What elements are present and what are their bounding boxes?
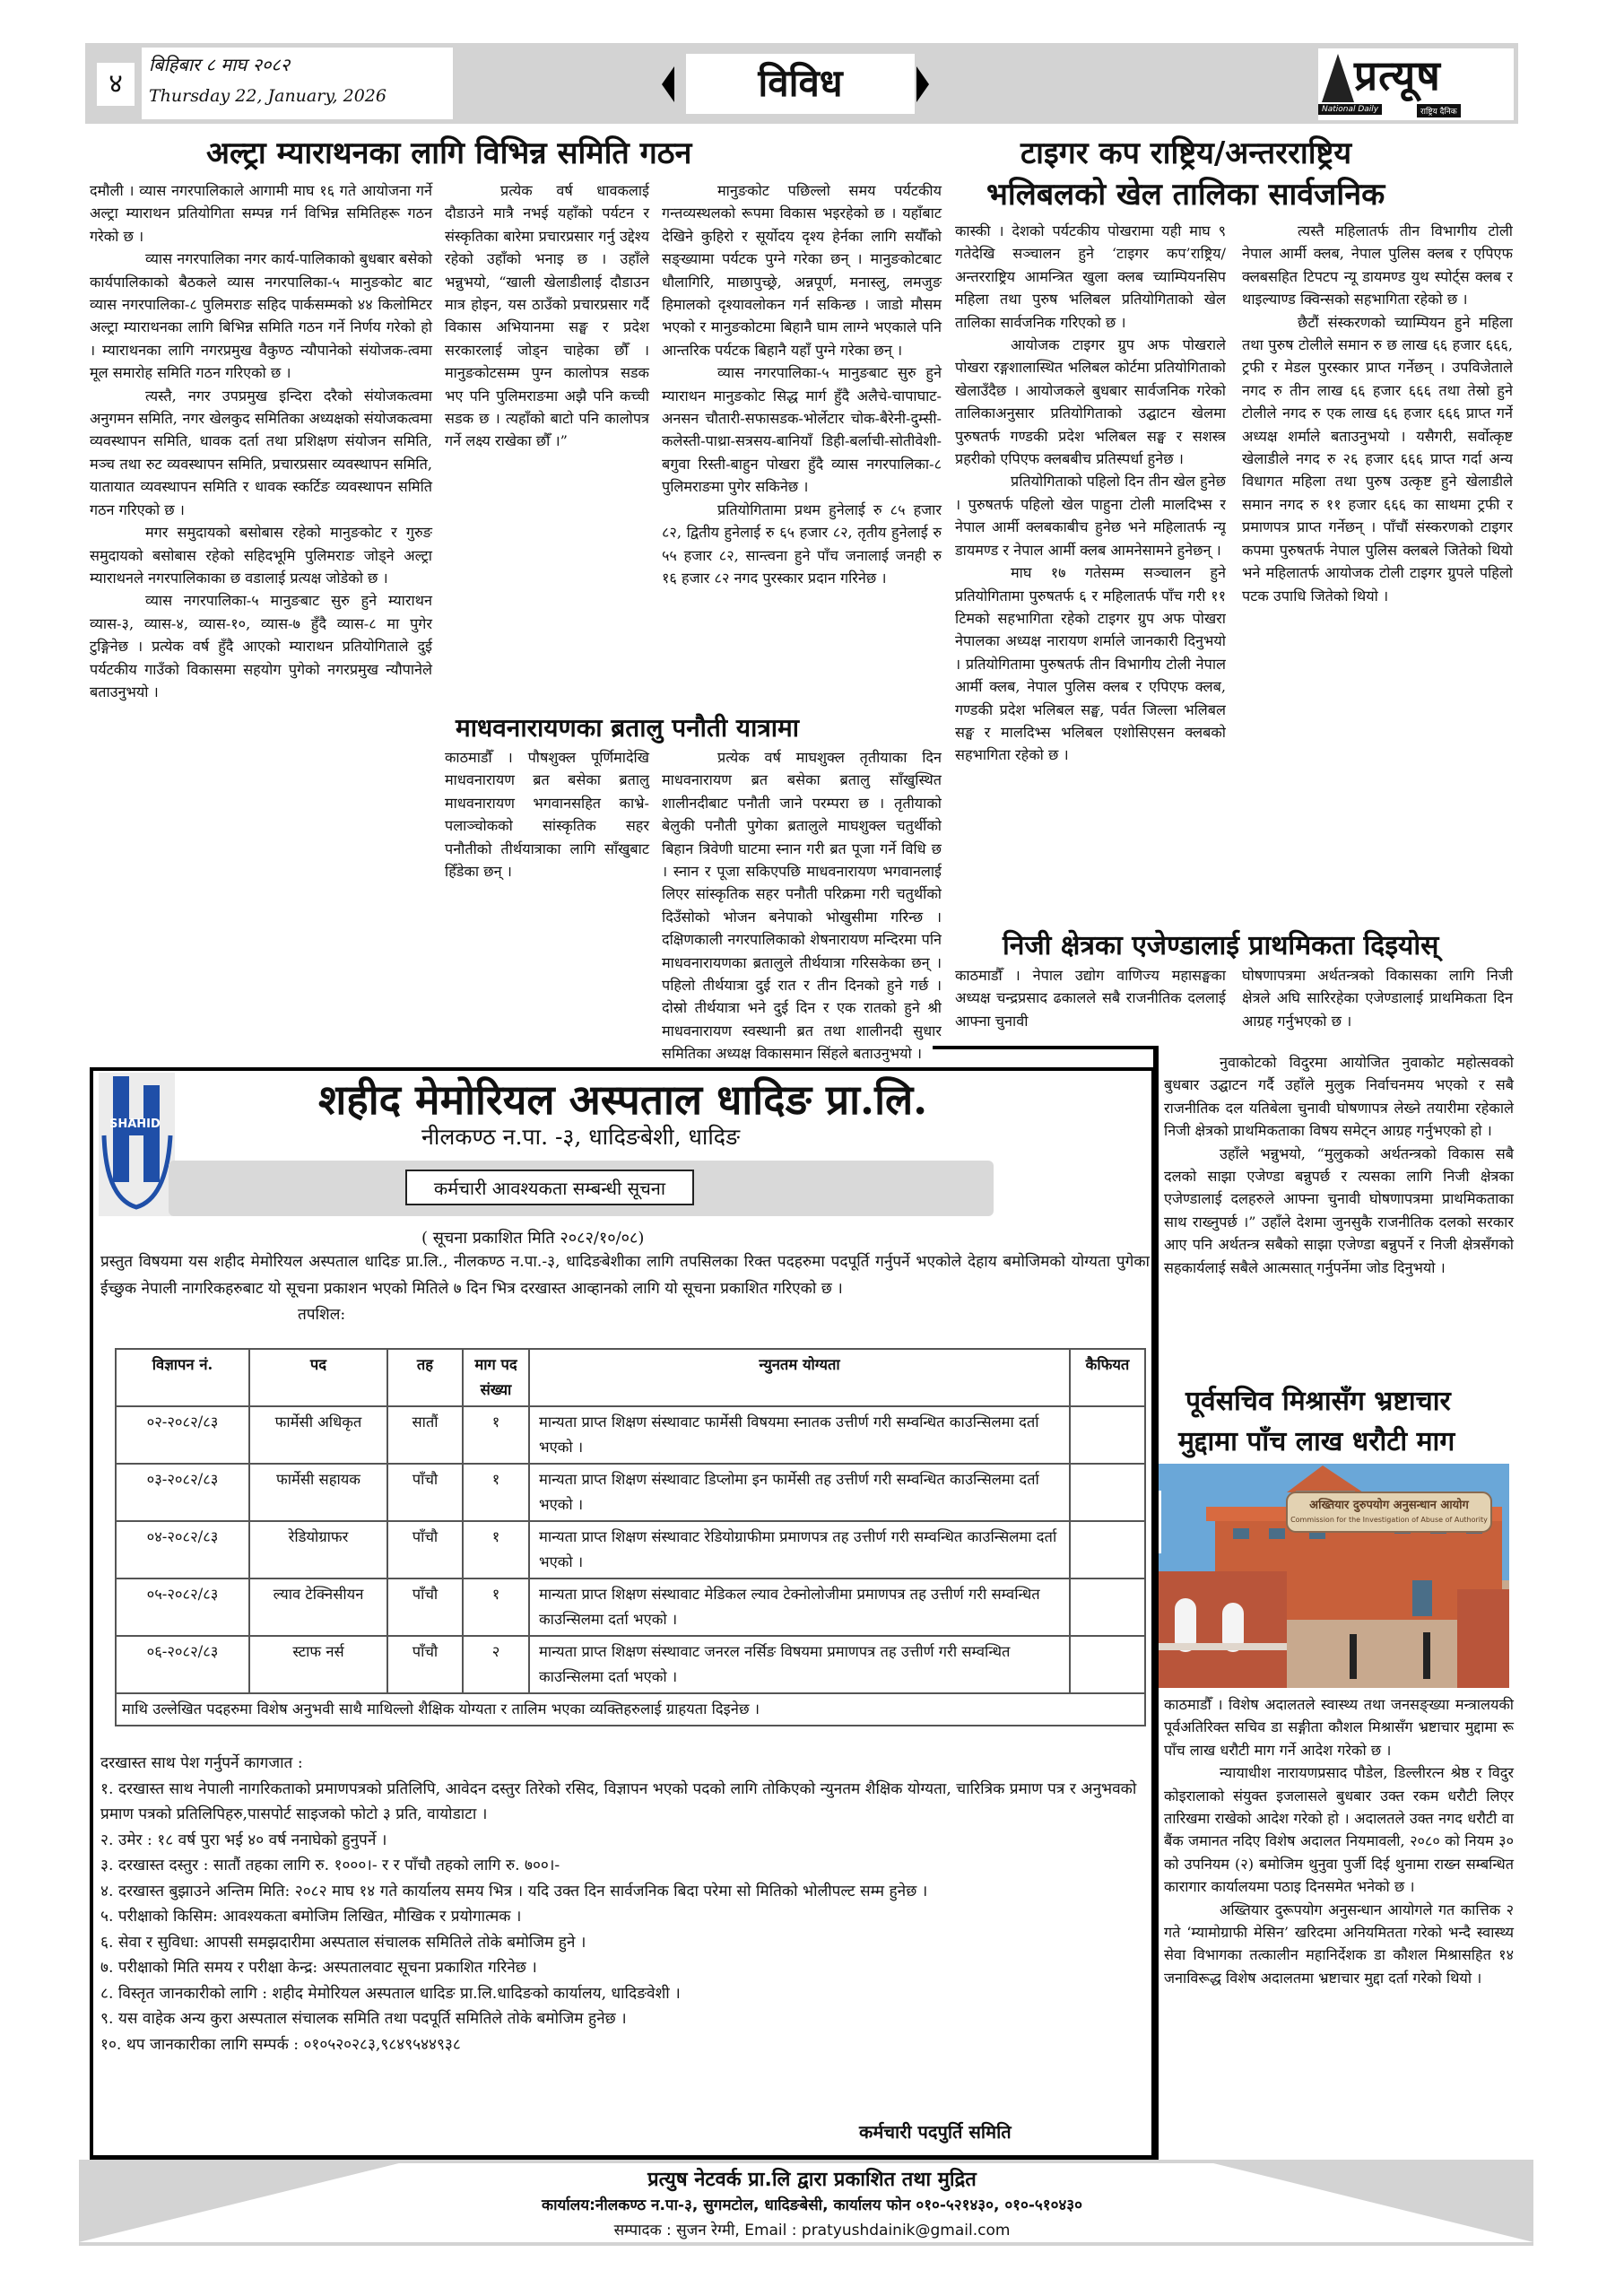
document-item: ५. परीक्षाको किसिम: आवश्यकता बमोजिम लिखित, मौखिक र प्रयोगात्मक ।: [100, 1908, 522, 1926]
hospital-name: शहीद मेमोरियल अस्पताल धादिङ प्रा.लि.: [318, 1075, 928, 1124]
paragraph: कास्की । देशको पर्यटकीय पोखरामा यही माघ ९ गतेदेखि सञ्चालन हुने ‘टाइगर कप’राष्ट्रिय/अन्तरराष्ट्रिय आमन्त्रित खुला क्लब च्याम्पियनसिप महिला तथा पुरुष भलिबल प्रतियोगिताको खेल तालिका सार्वजनिक गरिएको छ ।: [955, 222, 1226, 331]
headline-tiger-cup-line1: टाइगर कप राष्ट्रिय/अन्तरराष्ट्रिय: [1020, 135, 1352, 171]
hospital-logo-text: SHAHID: [109, 1118, 161, 1131]
table-row: [116, 1464, 1145, 1521]
post-level: सातौं: [387, 1406, 463, 1464]
paragraph: मानुङकोट पछिल्लो समय पर्यटकीय गन्तव्यस्थलको रूपमा विकास भइरहेको छ । यहाँबाट देखिने कुहिरो र सूर्योदय दृश्य हेर्नका लागि सयौँको सङ्ख्यामा पर्यटक पुग्ने गरेका छन् । मानुङकोटबाट धौलागिरि, माछापुच्छ्रे, अन्नपूर्ण, मनास्लु, लमजुङ हिमालको दृश्यावलोकन गर्न सकिन्छ । जाडो मौसम भएको र मानुङकोटमा बिहानै घाम लाग्ने भएकाले पनि आन्तरिक पर्यटक बिहानै यहाँ पुग्ने गरेका छन् ।: [662, 182, 942, 359]
qualification: मान्यता प्राप्त शिक्षण संस्थावाट फार्मेसी विषयमा स्नातक उत्तीर्ण गरी सम्वन्धित काउन्सिलमा दर्ता भएको ।: [529, 1406, 1070, 1464]
col-header: पद: [249, 1349, 387, 1406]
post-level: पाँचौ: [387, 1464, 463, 1521]
marathon-col-1: [90, 179, 432, 703]
headline-mishra-line2: मुद्दामा पाँच लाख धरौटी माग: [1178, 1426, 1455, 1457]
logo-subtitle-en: National Daily: [1318, 104, 1382, 115]
ad-number: ०३-२०८२/८३: [116, 1464, 249, 1521]
photo-caption: अख्तियार दुरुपयोग अनुसन्धान आयोग: [1309, 1499, 1469, 1512]
post-name: रेडियोग्राफर: [249, 1521, 387, 1578]
paragraph: व्यास नगरपालिका नगर कार्य-पालिकाको बुधबार बसेको कार्यपालिकाको बैठकले व्यास नगरपालिका-५ मानुङकोट बाट व्यास नगरपालिका-८ पुलिमराङ सहिद पार्कसम्मको ४४ किलोमिटर अल्ट्रा म्याराथनका लागि बिभिन्न समिति गठन गर्ने निर्णय गरेको हो । म्याराथनका लागि नगरप्रमुख वैकुण्ठ न्यौपानेको संयोजक-त्वमा मूल समारोह समिति गठन गरिएको छ ।: [90, 250, 432, 382]
notice-subject: कर्मचारी आवश्यकता सम्बन्धी सूचना: [405, 1170, 694, 1205]
arrow-left-icon: [662, 66, 674, 102]
photo-caption-en: Commission for the Investigation of Abuse of Authority: [1290, 1516, 1488, 1524]
paragraph: आयोजक टाइगर ग्रुप अफ पोखराले पोखरा रङ्गशालास्थित भलिबल कोर्टमा प्रतियोगिताको खेलाउँदैछ । आयोजकले बुधबार सार्वजनिक गरेको तालिकाअनुसार प्रतियोगिताको उद्घाटन खेलमा पुरुषतर्फ गण्डकी प्रदेश भलिबल सङ्घ र सशस्त्र प्रहरीको एपिएफ क्लबबीच प्रतिस्पर्धा हुनेछ ।: [955, 336, 1226, 468]
post-count: १: [463, 1464, 529, 1521]
logo-name: प्रत्यूष: [1354, 51, 1441, 100]
paragraph: नुवाकोटको विदुरमा आयोजित नुवाकोट महोत्सवको बुधबार उद्घाटन गर्दै उहाँले मुलुक निर्वाचनमय भएको र सबै राजनीतिक दल यतिबेला चुनावी घोषणापत्र लेख्ने तयारीमा रहेकाले निजी क्षेत्रको प्राथमिकताका विषय समेट्न आग्रह गर्नुभएको हो ।: [1164, 1054, 1514, 1140]
paragraph: छैटौं संस्करणको च्याम्पियन हुने महिला तथा पुरुष टोलीले समान रु छ लाख ६६ हजार ६६६, ट्रफी र मेडल पुरस्कार प्राप्त गर्नेछन् । उपविजेताले नगद रु तीन लाख ६६ हजार ६६६ तथा तेस्रो हुने टोलीले नगद रु एक लाख ६६ हजार ६६६ प्राप्त गर्ने अध्यक्ष शर्माले बताउनुभयो । यसैगरी, सर्वोत्कृष्ट खेलाडीले नगद रु २६ हजार ६६६ प्राप्त गर्दा अन्य विधागत महिला तथा पुरुष उत्कृष्ट हुने खेलाडीले समान नगद रु ११ हजार ६६६ का साथमा ट्रफी र प्रमाणपत्र प्राप्त गर्नेछन् । पाँचौं संस्करणको टाइगर कपमा पुरुषतर्फ नेपाल पुलिस क्लबले जितेको थियो भने महिलातर्फ आयोजक टोली टाइगर ग्रुपले पहिलो पटक उपाधि जितेको थियो ।: [1242, 313, 1513, 604]
col-header: विज्ञापन नं.: [116, 1349, 249, 1406]
post-level: पाँचौ: [387, 1636, 463, 1693]
marathon-col-3: [662, 179, 942, 589]
arrow-right-icon: [916, 66, 929, 102]
documents-heading: दरखास्त साथ पेश गर्नुपर्ने कागजात :: [100, 1754, 303, 1772]
mountain-icon: [1322, 54, 1354, 102]
paragraph: दमौली । व्यास नगरपालिकाले आगामी माघ १६ गते आयोजना गर्ने अल्ट्रा म्याराथन प्रतियोगिता सम्पन्न गर्न विभिन्न समितिहरू गठन गरेको छ ।: [90, 182, 432, 245]
post-count: १: [463, 1521, 529, 1578]
qualification: मान्यता प्राप्त शिक्षण संस्थावाट डिप्लोमा इन फार्मेसी तह उत्तीर्ण गरी सम्वन्धित काउन्सिलमा दर्ता भएको ।: [529, 1464, 1070, 1521]
paragraph: उहाँले भन्नुभयो, “मुलुकको अर्थतन्त्रको विकास सबै दलको साझा एजेण्डा बन्नुपर्छ र त्यसका लागि निजी क्षेत्रका एजेण्डालाई दलहरुले आफ्ना चुनावी घोषणापत्रमा प्राथमिकताका साथ राख्नुपर्छ ।” उहाँले देशमा जुनसुकै राजनीतिक दलको सरकार आए पनि अर्थतन्त्र सबैको साझा एजेण्डा बन्नुपर्ने र निजी क्षेत्रसँगको सहकार्यलाई सबैले आत्मसात् गर्नुपर्नेमा जोड दिनुभयो ।: [1164, 1144, 1514, 1276]
private-col-3: [1164, 1051, 1514, 1279]
date-nepali: बिहिबार ८ माघ २०८२: [149, 54, 291, 75]
notice-published-date: ( सूचना प्रकाशित मिति २०८२/१०/०८): [421, 1229, 645, 1248]
post-name: फार्मेसी अधिकृत: [249, 1406, 387, 1464]
paragraph: माघ १७ गतेसम्म सञ्चालन हुने प्रतियोगितामा पुरुषतर्फ ६ र महिलातर्फ पाँच गरी ११ टिमको सहभागिता रहेको टाइगर ग्रुप अफ पोखरा नेपालका अध्यक्ष नारायण शर्माले जानकारी दिनुभयो । प्रतियोगितामा पुरुषतर्फ तीन विभागीय टोली नेपाल आर्मी क्लब, नेपाल पुलिस क्लब र एपिएफ क्लब, गण्डकी प्रदेश भलिबल सङ्घ, पर्वत जिल्ला भलिबल सङ्घ र मालदिभ्स भलिबल एशोसिएसन क्लबको सहभागिता रहेको छ ।: [955, 564, 1226, 764]
post-name: स्टाफ नर्स: [249, 1636, 387, 1693]
headline-marathon: अल्ट्रा म्याराथनका लागि विभिन्न समिति गठन: [206, 135, 692, 171]
document-item: ९. यस वाहेक अन्य कुरा अस्पताल संचालक समिति तथा पदपूर्ति समितिले तोके बमोजिम हुनेछ ।: [100, 2010, 627, 2028]
section-title: विविध: [686, 54, 915, 114]
headline-mishra-line1: पूर्वसचिव मिश्रासँग भ्रष्टाचार: [1185, 1386, 1451, 1417]
table-row: [116, 1578, 1145, 1636]
table-row: [116, 1406, 1145, 1464]
footer-publisher: प्रत्युष नेटवर्क प्रा.लि द्वारा प्रकाशित तथा मुद्रित: [647, 2169, 977, 2191]
ad-signature: कर्मचारी पदपुर्ति समिति: [859, 2121, 1012, 2143]
table-footnote: माथि उल्लेखित पदहरुमा विशेष अनुभवी साथै माथिल्लो शैक्षिक योग्यता र तालिम भएका व्यक्तिहरुलाई ग्राहयता दिइनेछ ।: [116, 1693, 1145, 1726]
paragraph: काठमाडौँ । पौषशुक्ल पूर्णिमादेखि माधवनारायण ब्रत बसेका ब्रतालु माधवनारायण भगवानसहित काभ्रे-पलाञ्चोकको सांस्कृतिक सहर पनौतीको तीर्थयात्राका लागि साँखुबाट हिँडेका छन् ।: [445, 749, 649, 881]
headline-private-sector: निजी क्षेत्रका एजेण्डालाई प्राथमिकता दिइयोस्: [1003, 930, 1439, 961]
post-level: पाँचौ: [387, 1578, 463, 1636]
marathon-col-2: [445, 179, 649, 453]
document-item: २. उमेर : १८ वर्ष पुरा भई ४० वर्ष ननाघेको हुनुपर्ने ।: [100, 1831, 387, 1849]
paragraph: न्यायाधीश नारायणप्रसाद पौडेल, डिल्लीरत्न श्रेष्ठ र विदुर कोइरालाको संयुक्त इजलासले बुधबार उक्त रकम धरौटी लिएर तारिखमा राखेको आदेश गरेको हो । अदालतले उक्त नगद धरौटी वा बैंक जमानत नदिए विशेष अदालत नियमावली, २०८० को नियम ३० को उपनियम (२) बमोजिम थुनुवा पुर्जी दिई थुनामा राख्न सम्बन्धित कारागार कार्यालयमा पठाइ दिनसमेत भनेको छ ।: [1164, 1764, 1514, 1896]
private-col-1: काठमाडौँ । नेपाल उद्योग वाणिज्य महासङ्घका अध्यक्ष चन्द्रप्रसाद ढकालले सबै राजनीतिक दललाई आफ्ना चुनावी: [955, 967, 1226, 1030]
vacancy-table: [115, 1348, 1146, 1726]
post-count: २: [463, 1636, 529, 1693]
document-item: १०. थप जानकारीका लागि सम्पर्क : ०१०५२०२८३,९८४९५४४९३८: [100, 2035, 461, 2054]
ad-number: ०४-२०८२/८३: [116, 1521, 249, 1578]
hospital-logo: [99, 1073, 175, 1216]
hospital-address: नीलकण्ठ न.पा. -३, धादिङबेशी, धादिङ: [421, 1124, 740, 1150]
ad-number: ०२-२०८२/८३: [116, 1406, 249, 1464]
document-item: ४. दरखास्त बुझाउने अन्तिम मिति: २०८२ माघ १४ गते कार्यालय समय भित्र । यदि उक्त दिन सार्वजनिक बिदा परेमा सो मितिको भोलीपल्ट सम्म हुनेछ ।: [100, 1882, 928, 1900]
notice-intro: प्रस्तुत विषयमा यस शहीद मेमोरियल अस्पताल धादिङ प्रा.लि., नीलकण्ठ न.पा.-३, धादिङबेशीका लागि तपसिलका रिक्त पदहरुमा पदपूर्ति गर्नुपर्ने भएकोले देहाय बमोजिमको योग्यता पुगेका ईच्छुक नेपाली नागरिकहरुबाट यो सूचना प्रकाशन भएको मितिले ७ दिन भित्र दरखास्त आव्हानको लागि यो सूचना प्रकाशित गरिएको छ ।: [100, 1253, 1150, 1298]
qualification: मान्यता प्राप्त शिक्षण संस्थावाट रेडियोग्राफीमा प्रमाणपत्र तह उत्तीर्ण गरी सम्वन्धित काउन्सिलमा दर्ता भएको ।: [529, 1521, 1070, 1578]
table-row: [116, 1521, 1145, 1578]
document-item: ३. दरखास्त दस्तुर : सातौं तहका लागि रु. १०००।- र र पाँचौ तहको लागि रु. ७००।-: [100, 1857, 560, 1874]
document-item: ७. परीक्षाको मिति समय र परीक्षा केन्द्र: अस्पतालवाट सूचना प्रकाशित गरिनेछ ।: [100, 1959, 537, 1977]
remarks: [1070, 1406, 1145, 1464]
tiger-col-1: [955, 220, 1226, 928]
remarks: [1070, 1578, 1145, 1636]
paragraph: त्यस्तै, नगर उपप्रमुख इन्दिरा दरैको संयोजकत्वमा अनुगमन समिति, नगर खेलकुद समितिका अध्यक्षको संयोजकत्वमा व्यवस्थापन समिति, धावक दर्ता तथा प्रशिक्षण संयोजन समिति, मञ्च तथा रुट व्यवस्थापन समिति, प्रचारप्रसार व्यवस्थापन समिति, यातायात व्यवस्थापन समिति र धावक स्कर्टिङ व्यवस्थापन समिति गठन गरिएको छ ।: [90, 387, 432, 518]
post-count: १: [463, 1578, 529, 1636]
document-item: १. दरखास्त साथ नेपाली नागरिकताको प्रमाणपत्रको प्रतिलिपि, आवेदन दस्तुर तिरेको रसिद, विज्ञापन भएको पदको लागि तोकिएको न्युनतम शैक्षिक योग्यता, चारित्रिक प्रमाण पत्र र अनुभवको प्रमाण पत्रको प्रतिलिपिहरु,पासपोर्ट साइजको फोटो ३ प्रति, वायोडाटा ।: [100, 1779, 1137, 1823]
required-documents: [100, 1751, 1150, 2057]
page-number: ४: [97, 63, 135, 106]
col-header: माग पद संख्या: [463, 1349, 529, 1406]
paragraph: प्रत्येक वर्ष माघशुक्ल तृतीयाका दिन माधवनारायण ब्रत बसेका ब्रतालु साँखुस्थित शालीनदीबाट पनौती जाने परम्परा छ । तृतीयाको बेलुकी पनौती पुगेका ब्रतालुले माघशुक्ल चतुर्थीको बिहान त्रिवेणी घाटमा स्नान गरी ब्रत पूजा गर्ने विधि छ । स्नान र पूजा सकिएपछि माधवनारायण भगवानलाई लिएर सांस्कृतिक सहर पनौती परिक्रमा गरी चतुर्थीको दिउँसोको भोजन बनेपाको भोखुसीमा गरिन्छ । दक्षिणकाली नगरपालिकाको शेषनारायण मन्दिरमा पनि माधवनारायणका ब्रतालुले तीर्थयात्रा गरिसकेका छन् । पहिलो तीर्थयात्रा दुई रात र तीन दिनको हुने गर्छ । दोस्रो तीर्थयात्रा भने दुई दिन र एक रातको हुने श्री माधवनारायण स्वस्थानी ब्रत तथा शालीनदी सुधार समितिका अध्यक्ष विकासमान सिंहले बताउनुभयो ।: [662, 749, 942, 1063]
remarks: [1070, 1464, 1145, 1521]
table-footnote-row: [116, 1693, 1145, 1726]
paragraph: प्रतियोगितामा प्रथम हुनेलाई रु ८५ हजार ८२, द्वितीय हुनेलाई रु ६५ हजार ८२, तृतीय हुनेलाई रु ५५ हजार ८२, सान्त्वना हुने पाँच जनालाई जनही रु १६ हजार ८२ नगद पुरस्कार प्रदान गरिनेछ ।: [662, 500, 942, 587]
post-level: पाँचौ: [387, 1521, 463, 1578]
tiger-col-2: [1242, 220, 1513, 928]
paragraph: प्रत्येक वर्ष धावकलाई दौडाउने मात्रै नभई यहाँको पर्यटन र संस्कृतिका बारेमा प्रचारप्रसार गर्नु उद्देश्य रहेको उहाँको भनाइ छ । उहाँले भन्नुभयो, “खाली खेलाडीलाई दौडाउन मात्र होइन, यस ठाउँको प्रचारप्रसार गर्दै विकास अभियानमा सङ्घ र प्रदेश सरकारलाई जोड्न चाहेका छौँ । मानुङकोटसम्म पुग्न कालोपत्र सडक भए पनि पुलिमराङमा अझै पनि कच्ची सडक छ । त्यहाँको बाटो पनि कालोपत्र गर्ने लक्ष्य राखेका छौँ ।”: [445, 182, 649, 450]
col-header: तह: [387, 1349, 463, 1406]
qualification: मान्यता प्राप्त शिक्षण संस्थावाट जनरल नर्सिङ विषयमा प्रमाणपत्र तह उत्तीर्ण गरी सम्वन्धित काउन्सिलमा दर्ता भएको ।: [529, 1636, 1070, 1693]
post-name: फार्मेसी सहायक: [249, 1464, 387, 1521]
paragraph: प्रतियोगिताको पहिलो दिन तीन खेल हुनेछ । पुरुषतर्फ पहिलो खेल पाहुना टोली मालदिभ्स र नेपाल आर्मी क्लबकाबीच हुनेछ भने महिलातर्फ न्यू डायमण्ड र नेपाल आर्मी क्लब आमनेसामने हुनेछन् ।: [955, 473, 1226, 559]
date-english: Thursday 22, January, 2026: [149, 86, 386, 106]
post-name: ल्याव टेक्निसीयन: [249, 1578, 387, 1636]
hospital-h-logo-icon: [99, 1073, 175, 1216]
document-item: ६. सेवा र सुविधा: आपसी समझदारीमा अस्पताल संचालक समितिले तोके बमोजिम हुने ।: [100, 1933, 586, 1952]
box-border-top: [933, 1046, 1159, 1049]
mishra-col: [1164, 1693, 1514, 1989]
headline-tiger-cup-line2: भलिबलको खेल तालिका सार्वजनिक: [986, 177, 1385, 213]
headline-madhav: माधवनारायणका ब्रतालु पनौती यात्रामा: [456, 713, 800, 743]
col-header: कैफियत: [1070, 1349, 1145, 1406]
logo-subtitle-np: राष्ट्रिय दैनिक: [1417, 104, 1461, 117]
remarks: [1070, 1521, 1145, 1578]
footer-office: कार्यालय:नीलकण्ठ न.पा-३, सुगमटोल, धादिङबेसी, कार्यालय फोन ०१०-५२१४३०, ०१०-५१०४३०: [542, 2196, 1082, 2214]
madhav-col-2: [662, 746, 942, 1064]
paragraph: व्यास नगरपालिका-५ मानुङबाट सुरु हुने म्याराथन मानुङकोट सिद्ध मार्ग हुँदै अलैचे-चापाघाट-अनसन चौतारी-सफासडक-भोर्लेटार चोक-बैरेनी-दुम्सी-कलेस्ती-पाथ्रा-सत्रसय-बानियाँ डिही-बर्लाची-सोतीवेशी-बगुवा रिस्ती-बाहुन पोखरा हुँदै व्यास नगरपालिका-८ पुलिमराङमा पुगेर सकिनेछ ।: [662, 364, 942, 496]
private-col-2: घोषणापत्रमा अर्थतन्त्रको विकासका लागि निजी क्षेत्रले अघि सारिरहेका एजेण्डालाई प्राथमिकता दिन आग्रह गर्नुभएको छ ।: [1242, 967, 1513, 1030]
post-count: १: [463, 1406, 529, 1464]
table-header-row: [116, 1349, 1145, 1406]
col-header: न्युनतम योग्यता: [529, 1349, 1070, 1406]
paragraph: त्यस्तै महिलातर्फ तीन विभागीय टोली नेपाल आर्मी क्लब, नेपाल पुलिस क्लब र एपिएफ क्लबसहित टिपटप न्यू डायमण्ड युथ स्पोर्ट्स क्लब र थाइल्याण्ड क्विन्सको सहभागिता रहेको छ ।: [1242, 222, 1513, 309]
paragraph: मगर समुदायको बसोबास रहेको मानुङकोट र गुरुङ समुदायको बसोबास रहेको सहिदभूमि पुलिमराङ जोड्ने अल्ट्रा म्याराथनले नगरपालिकाका छ वडालाई प्रत्यक्ष जोडेको छ ।: [90, 524, 432, 587]
paragraph: काठमाडौँ । विशेष अदालतले स्वास्थ्य तथा जनसङ्ख्या मन्त्रालयकी पूर्वअतिरिक्त सचिव डा सङ्गीता कौशल मिश्रासँग भ्रष्टाचार मुद्दामा रू पाँच लाख धरौटी माग गर्ने आदेश गरेको छ ।: [1164, 1696, 1514, 1759]
qualification: मान्यता प्राप्त शिक्षण संस्थावाट मेडिकल ल्याव टेक्नोलोजीमा प्रमाणपत्र तह उत्तीर्ण गरी सम्वन्धित काउन्सिलमा दर्ता भएको ।: [529, 1578, 1070, 1636]
remarks: [1070, 1636, 1145, 1693]
footer-editor-email: सम्पादक : सुजन रेग्मी, Email : pratyushdainik@gmail.com: [613, 2222, 1011, 2239]
table-row: [116, 1636, 1145, 1693]
tapsil-label: तपशिल:: [298, 1306, 346, 1324]
paragraph: अख्तियार दुरूपयोग अनुसन्धान आयोगले गत कात्तिक २ गते ‘म्यामोग्राफी मेसिन’ खरिदमा अनियमितता गरेको भन्दै स्वास्थ्य सेवा विभागका तत्कालीन महानिर्देशक डा कौशल मिश्रासहित १४ जनाविरूद्ध विशेष अदालतमा भ्रष्टाचार मुद्दा दर्ता गरेको थियो ।: [1164, 1900, 1514, 1987]
ad-number: ०५-२०८२/८३: [116, 1578, 249, 1636]
paragraph: व्यास नगरपालिका-५ मानुङबाट सुरु हुने म्याराथन व्यास-३, व्यास-४, व्यास-१०, व्यास-७ हुँदै व्यास-८ मा पुगेर टुङ्गिनेछ । प्रत्येक वर्ष हुँदै आएको म्याराथन प्रतियोगिताले दुई पर्यटकीय गाउँको विकासमा सहयोग पुगेको नगरप्रमुख न्यौपानेले बताउनुभयो ।: [90, 592, 432, 700]
ad-number: ०६-२०८२/८३: [116, 1636, 249, 1693]
document-item: ८. विस्तृत जानकारीको लागि : शहीद मेमोरियल अस्पताल धादिङ प्रा.लि.धादिङको कार्यालय, धादिङवेशी ।: [100, 1984, 681, 2003]
madhav-col-1: [445, 746, 649, 883]
